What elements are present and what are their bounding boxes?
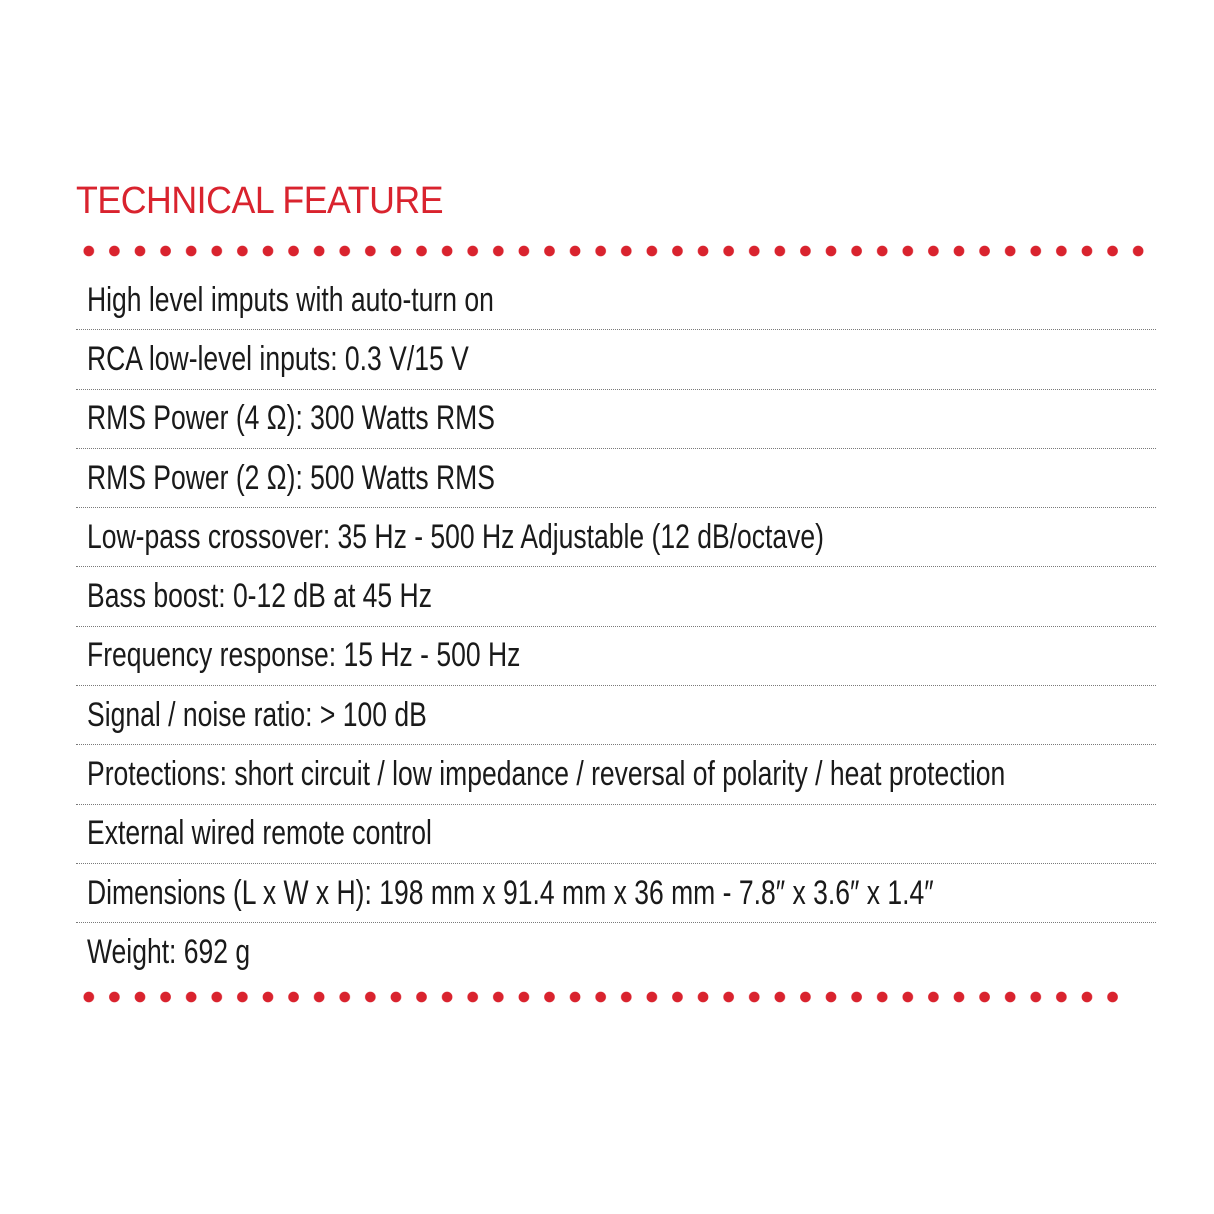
feature-row (76, 805, 1156, 864)
feature-row (76, 745, 1156, 804)
feature-text: Dimensions (L x W x H): 198 mm x 91.4 mm x 36 mm - 7.8″ x 3.6″ x 1.4″ (87, 873, 934, 912)
technical-feature-sheet (76, 176, 1156, 1003)
feature-text: RMS Power (4 Ω): 300 Watts RMS (87, 399, 495, 438)
feature-text: Signal / noise ratio: > 100 dB (87, 695, 427, 734)
bottom-dotted-rule (76, 991, 1132, 1003)
section-title: TECHNICAL FEATURE (76, 180, 444, 222)
feature-row (76, 686, 1156, 745)
feature-row (76, 390, 1156, 449)
feature-text: RMS Power (2 Ω): 500 Watts RMS (87, 458, 495, 497)
feature-text: Frequency response: 15 Hz - 500 Hz (87, 636, 521, 675)
feature-row (76, 330, 1156, 389)
feature-row (76, 567, 1156, 626)
feature-text: Bass boost: 0-12 dB at 45 Hz (87, 577, 432, 616)
feature-row (76, 508, 1156, 567)
feature-text: Weight: 692 g (87, 933, 251, 972)
feature-text: Low-pass crossover: 35 Hz - 500 Hz Adjustable (12 dB/octave) (87, 517, 825, 556)
feature-row (76, 627, 1156, 686)
feature-text: Protections: short circuit / low impedance / reversal of polarity / heat protection (87, 755, 1006, 794)
feature-row (76, 449, 1156, 508)
feature-list (76, 271, 1156, 983)
feature-text: RCA low-level inputs: 0.3 V/15 V (87, 339, 469, 378)
top-dotted-rule (76, 245, 1156, 257)
feature-text: External wired remote control (87, 814, 432, 853)
feature-row (76, 864, 1156, 923)
feature-text: High level imputs with auto-turn on (87, 280, 494, 319)
feature-row (76, 923, 1156, 982)
feature-row (76, 271, 1156, 330)
